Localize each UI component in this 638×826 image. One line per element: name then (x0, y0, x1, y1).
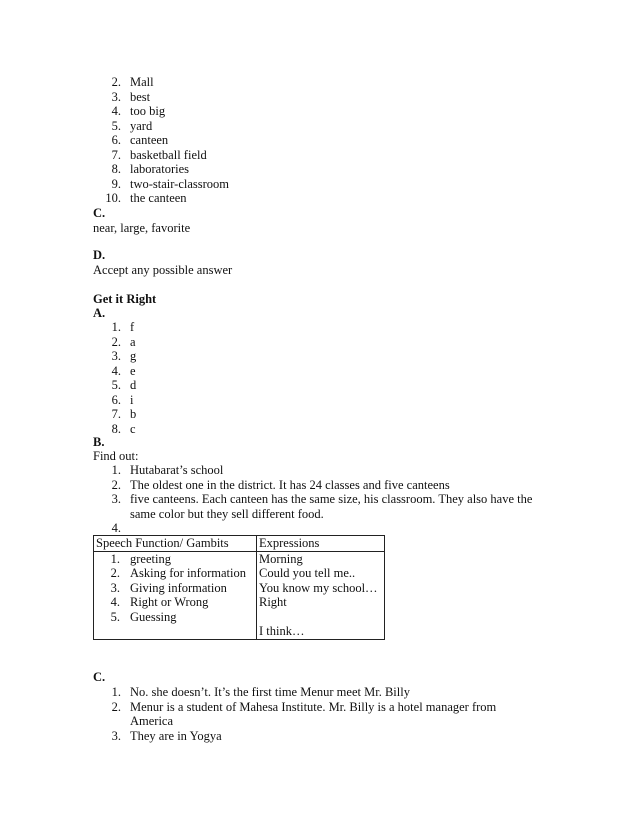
speech-function-table (93, 535, 385, 640)
table-header-expressions: Expressions (257, 536, 385, 552)
expression-cell (259, 610, 382, 625)
table-row (94, 551, 385, 639)
function-row: 5. Guessing (110, 609, 177, 624)
expression-cell: Morning (259, 551, 303, 566)
function-row: 3. Giving information (110, 580, 227, 595)
function-row: 1. greeting (110, 551, 171, 566)
function-row: 2. Asking for information (110, 566, 246, 580)
expression-cell: You know my school… (259, 580, 378, 595)
section-c-text: near, large, favorite (93, 221, 191, 235)
find-out-label: Find out: (93, 449, 139, 463)
expression-cell: Could you tell me.. (259, 566, 356, 580)
section-heading-d: D. (93, 248, 106, 262)
section-d-text: Accept any possible answer (93, 263, 233, 277)
section-heading-c2: C. (93, 670, 106, 684)
expression-cell: Right (259, 595, 287, 609)
document-page: 2. Mall 3. best 4. too big 5. yard 6. canteen 7. basketball field 8. laboratories 9. two-stair-classroom 10. the canteen C. near, large, favorite D. Accept any possible answer Get it Right A. 1. f 2. a 3. g 4. e 5. d 6. i 7. b 8. c B. Find out: 1. Hutabarat’s school 2. The oldest one in the district. It has 24 classes and five canteens 3. five canteens. Each canteen has the same size, his classroom. They also have the same color but they sell different food. 4. Speech Function/ Gambits Expressions 1. greeting 2. Asking for information 3. Giving information 4. Right or Wrong 5. Guessing Morning Could you tell me.. You know my school… Right I think… C. 1. No. she doesn’t. It’s the first time Menur meet Mr. Billy 2. Menur is a student of Mahesa Institute. Mr. Billy is a hotel manager from America 3. They are in Yogya (93, 75, 533, 743)
section-heading-c: C. (93, 206, 106, 220)
table-header-row (94, 536, 385, 552)
table-header-function: Speech Function/ Gambits (94, 536, 257, 552)
get-it-right-title: Get it Right (93, 292, 157, 306)
function-row: 4. Right or Wrong (110, 595, 209, 609)
function-row (96, 624, 254, 639)
expression-cell: I think… (259, 624, 305, 638)
section-heading-a: A. (93, 306, 106, 320)
section-heading-b: B. (93, 435, 105, 449)
